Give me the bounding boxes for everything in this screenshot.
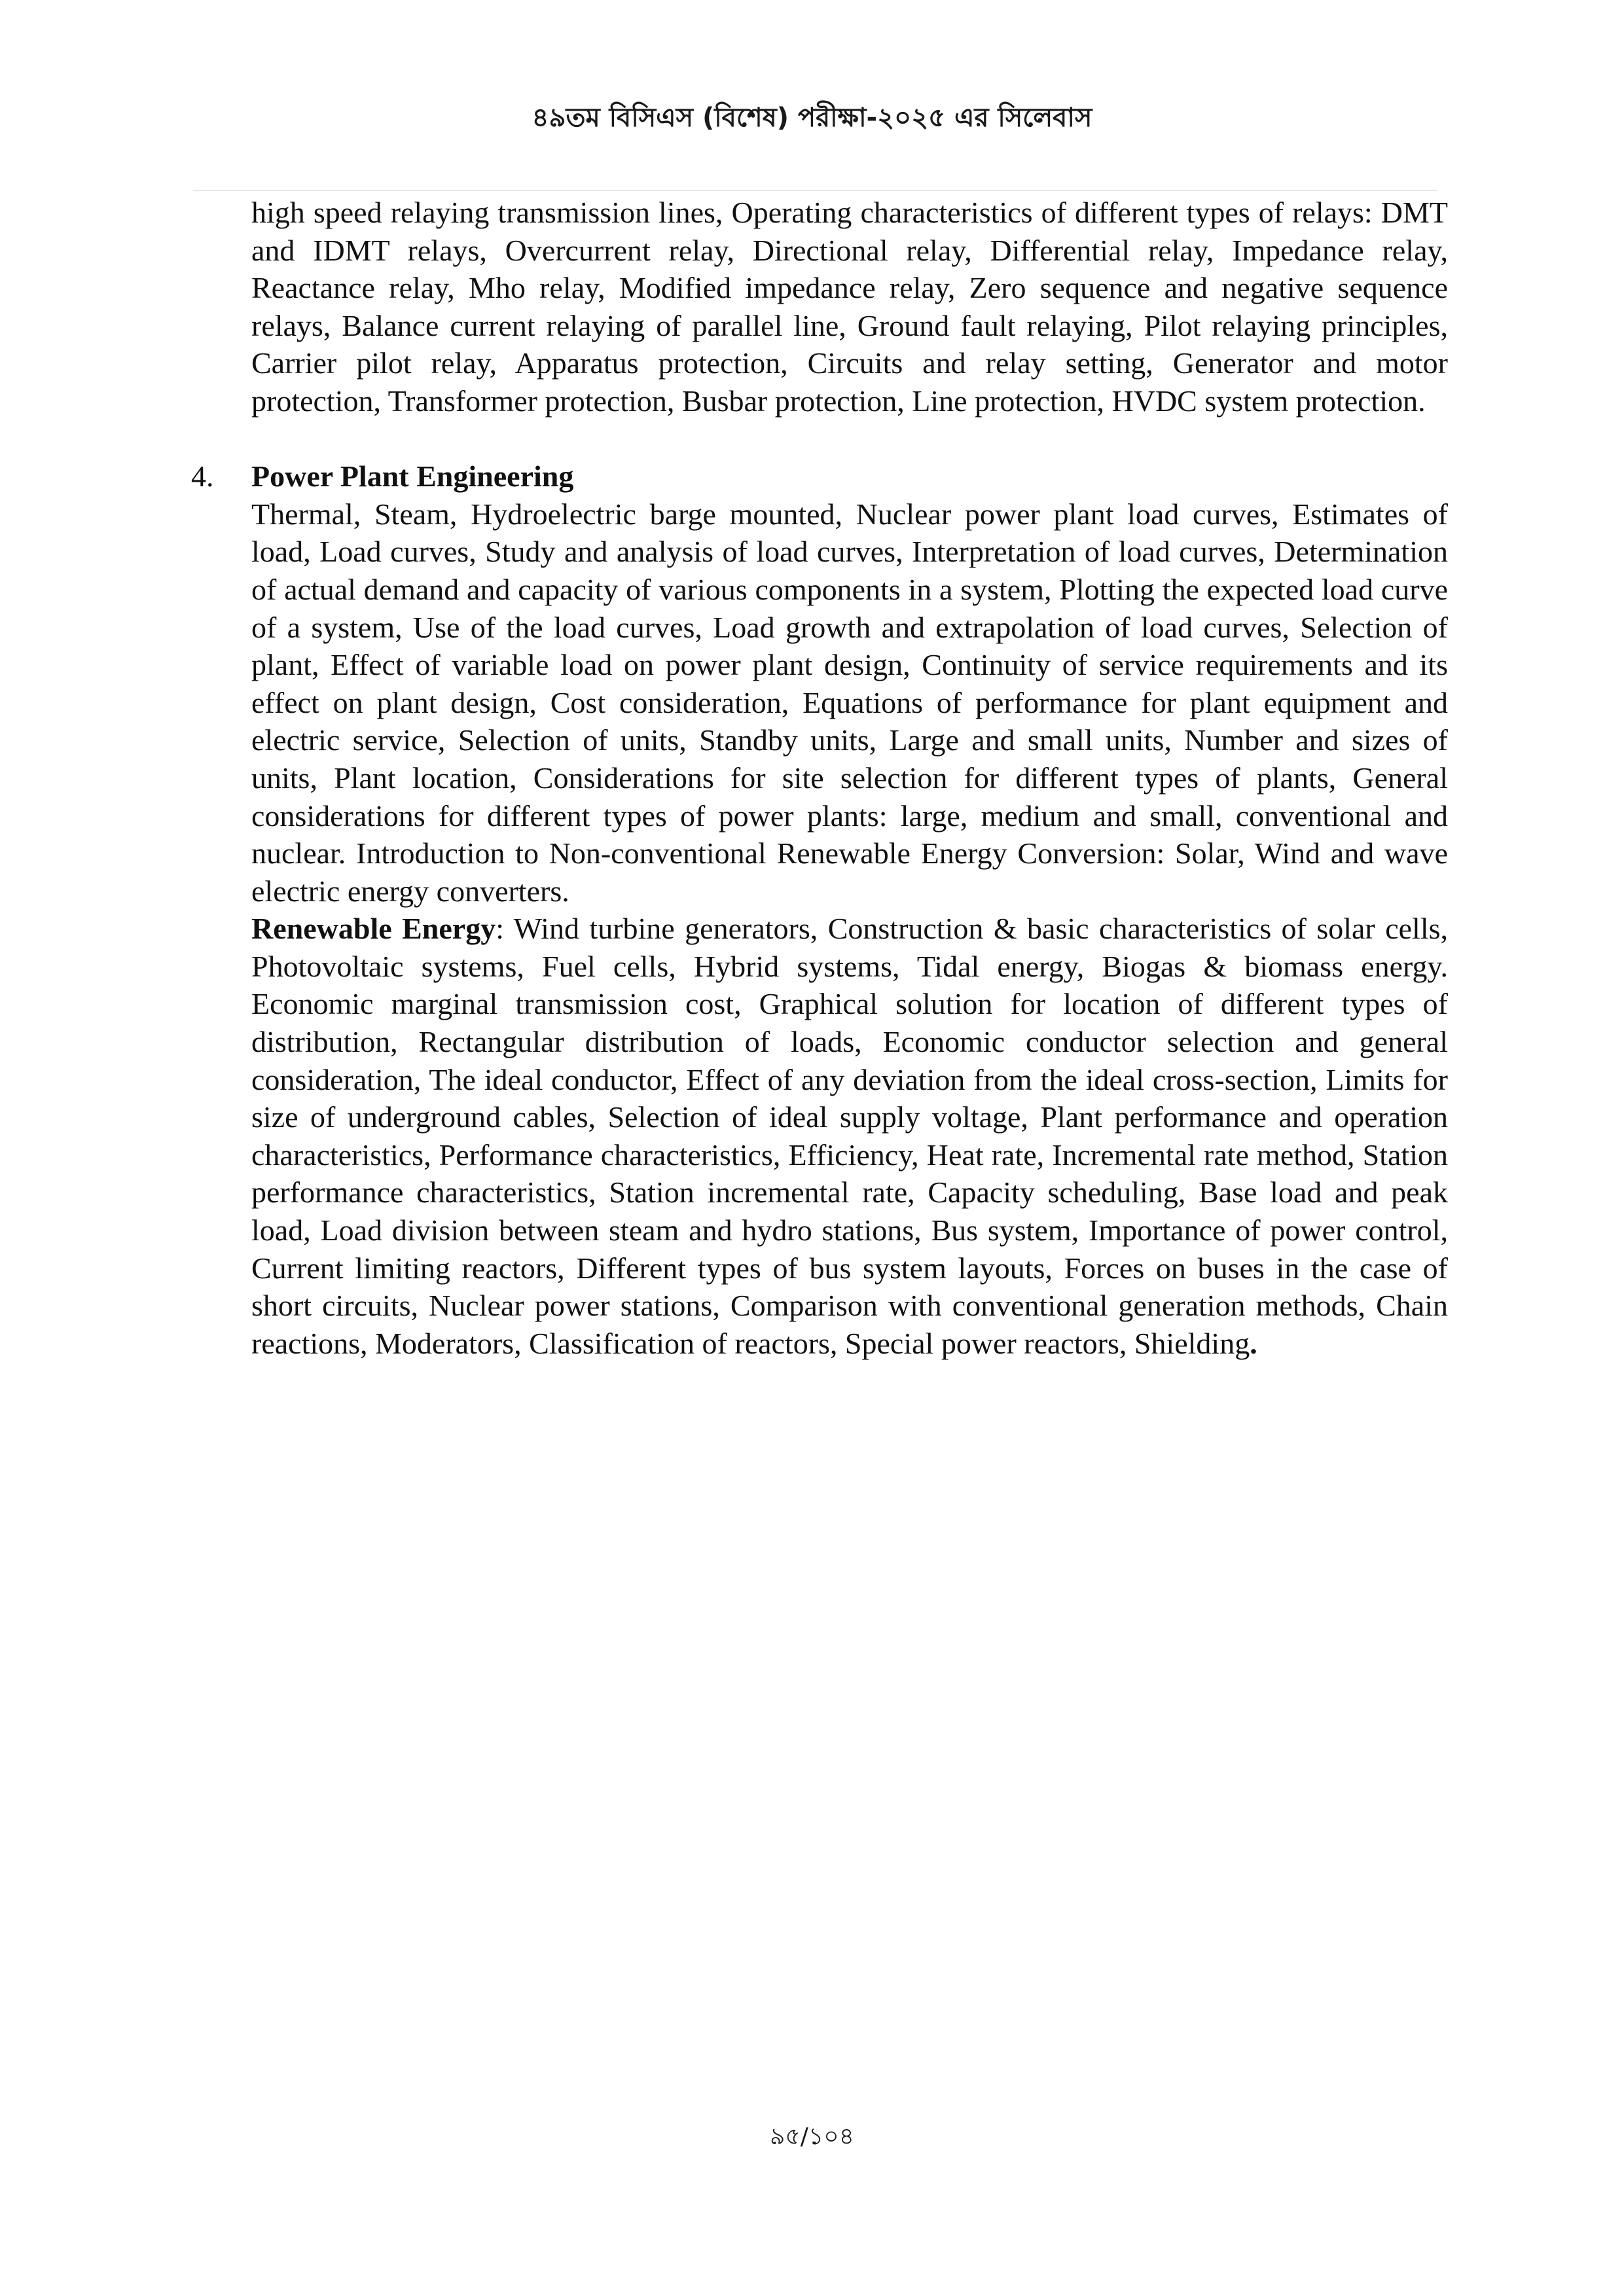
section-paragraph-2: [251, 910, 1448, 1362]
page-header-title: ৪৯তম বিসিএস (বিশেষ) পরীক্ষা-২০২৫ এর সিলেবাস: [532, 103, 1092, 133]
header-divider: [193, 190, 1437, 191]
paragraph-end-period: .: [1250, 1326, 1257, 1360]
section-number: 4.: [191, 459, 214, 493]
section-title: Power Plant Engineering: [251, 459, 574, 493]
intro-paragraph: high speed relaying transmission lines, Operating characteristics of different types of relays: DMT and IDMT relays, Overcurrent relay, Directional relay, Differential relay, Impedance relay, Reactance relay, Mho relay, Modified impedance relay, Zero sequence and negative sequence relays, Balance current relaying of parallel line, Ground fault relaying, Pilot relaying principles, Carrier pilot relay, Apparatus protection, Circuits and relay setting, Generator and motor protection, Transformer protection, Busbar protection, Line protection, HVDC system protection.: [251, 196, 1448, 418]
renewable-energy-text: : Wind turbine generators, Construction & basic characteristics of solar cells, Photovoltaic systems, Fuel cells, Hybrid systems, Tidal energy, Biogas & biomass energy. Economic marginal transmission cost, Graphical solution for location of different types of distribution, Rectangular distribution of loads, Economic conductor selection and general consideration, The ideal conductor, Effect of any deviation from the ideal cross-section, Limits for size of underground cables, Selection of ideal supply voltage, Plant performance and operation characteristics, Performance characteristics, Efficiency, Heat rate, Incremental rate method, Station performance characteristics, Station incremental rate, Capacity scheduling, Base load and peak load, Load division between steam and hydro stations, Bus system, Importance of power control, Current limiting reactors, Different types of bus system layouts, Forces on buses in the case of short circuits, Nuclear power stations, Comparison with conventional generation methods, Chain reactions, Moderators, Classification of reactors, Special power reactors, Shielding: [251, 912, 1448, 1360]
section-power-plant-engineering: [191, 457, 1448, 1362]
section-paragraph-1: Thermal, Steam, Hydroelectric barge mounted, Nuclear power plant load curves, Estimates of load, Load curves, Study and analysis of load curves, Interpretation of load curves, Determination of actual demand and capacity of various components in a system, Plotting the expected load curve of a system, Use of the load curves, Load growth and extrapolation of load curves, Selection of plant, Effect of variable load on power plant design, Continuity of service requirements and its effect on plant design, Cost consideration, Equations of performance for plant equipment and electric service, Selection of units, Standby units, Large and small units, Number and sizes of units, Plant location, Considerations for site selection for different types of plants, General considerations for different types of power plants: large, medium and small, conventional and nuclear. Introduction to Non-conventional Renewable Energy Conversion: Solar, Wind and wave electric energy converters.: [251, 497, 1448, 908]
document-body: [191, 194, 1448, 1362]
page-number: ৯৫/১০৪: [770, 2123, 854, 2150]
renewable-energy-label: Renewable Energy: [251, 912, 496, 946]
